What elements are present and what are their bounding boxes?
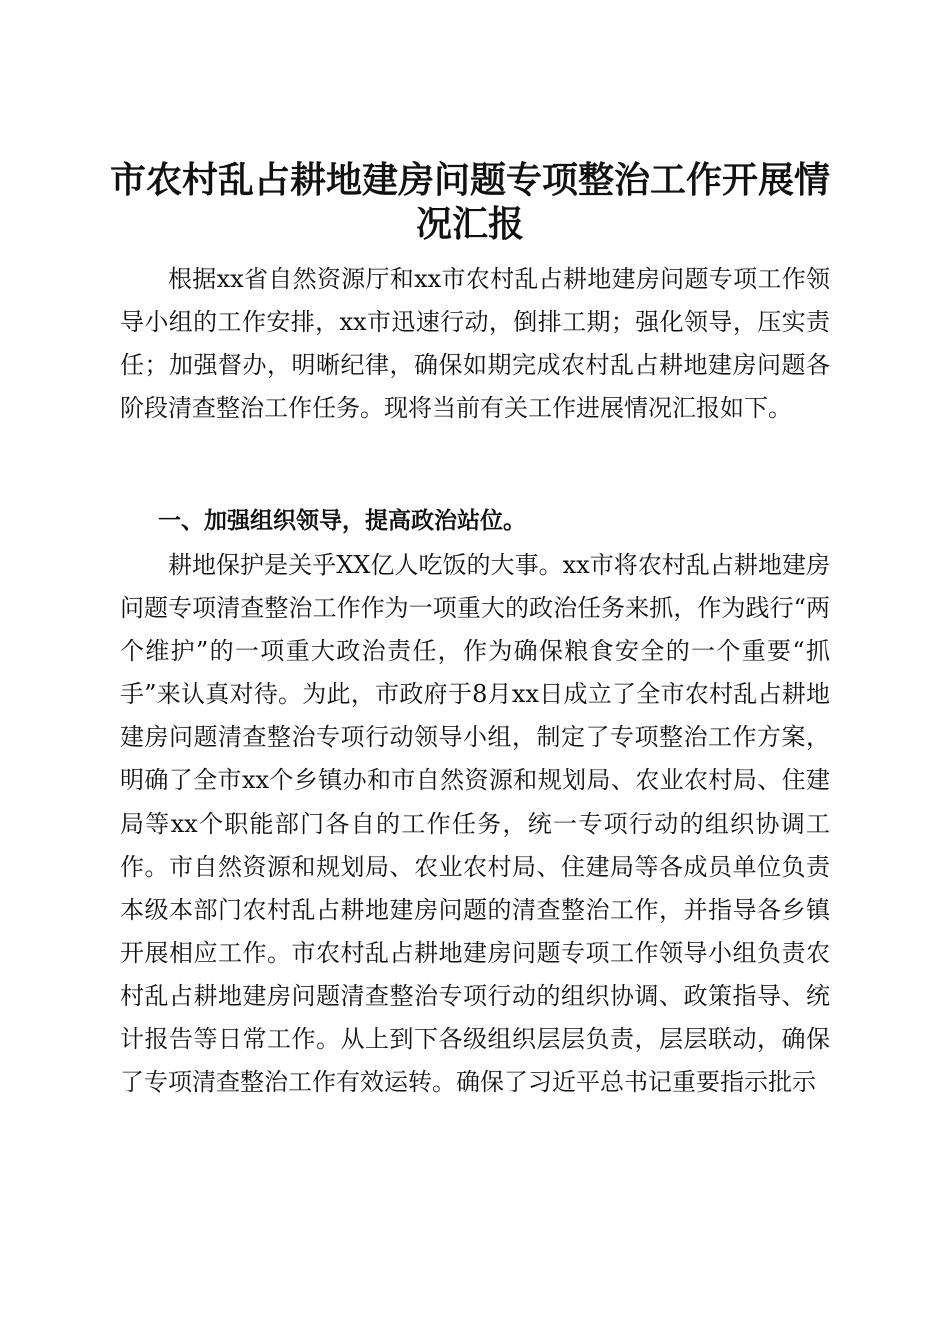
section-heading: 一、加强组织领导，提高政治站位。 [158, 508, 526, 534]
document-title: 市农村乱占耕地建房问题专项整治工作开展情况汇报 [110, 159, 831, 246]
intro-paragraph: 根据xx省自然资源厅和xx市农村乱占耕地建房问题专项工作领导小组的工作安排，xx市迅速行动，倒排工期；强化领导，压实责任；加强督办，明晰纪律，确保如期完成农村乱占耕地建房问题各阶段清查整治工作任务。现将当前有关工作进展情况汇报如下。 [120, 265, 830, 423]
section-paragraph: 耕地保护是关乎XX亿人吃饭的大事。xx市将农村乱占耕地建房问题专项清查整治工作作为一项重大的政治任务来抓，作为践行“两个维护”的一项重大政治责任，作为确保粮食安全的一个重要“抓手”来认真对待。为此，市政府于8月xx日成立了全市农村乱占耕地建房问题清查整治专项行动领导小组，制定了专项整治工作方案，明确了全市xx个乡镇办和市自然资源和规划局、农业农村局、住建局等xx个职能部门各自的工作任务，统一专项行动的组织协调工作。市自然资源和规划局、农业农村局、住建局等各成员单位负责本级本部门农村乱占耕地建房问题的清查整治工作，并指导各乡镇开展相应工作。市农村乱占耕地建房问题专项工作领导小组负责农村乱占耕地建房问题清查整治专项行动的组织协调、政策指导、统计报告等日常工作。从上到下各级组织层层负责，层层联动，确保了专项清查整治工作有效运转。确保了习近平总书记重要指示批示 [120, 551, 830, 1097]
